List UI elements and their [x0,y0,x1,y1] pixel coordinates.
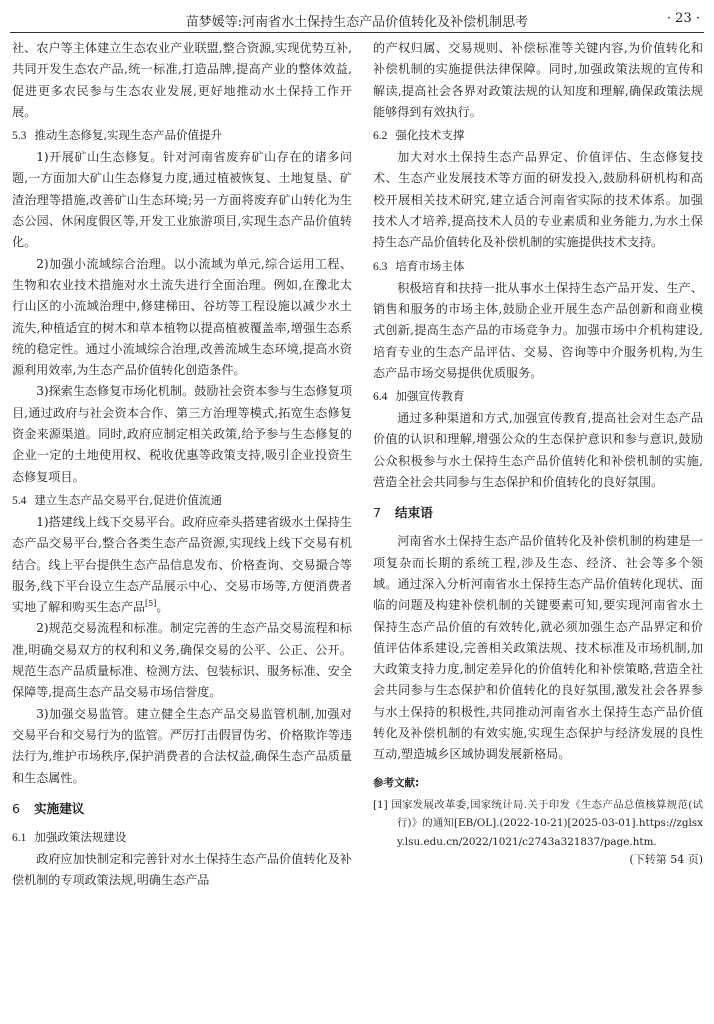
header-title: 苗梦媛等:河南省水土保持生态产品价值转化及补偿机制思考 [185,15,529,30]
section-number: 6.4 [373,391,388,404]
running-header [10,8,704,30]
citation-ref: [5] [145,599,157,609]
paragraph: 河南省水土保持生态产品价值转化及补偿机制的构建是一项复杂而长期的系统工程,涉及生态、经济、社会等多个领域。通过深入分析河南省水土保持生态产品价值转化现状、面临的问题及构建补偿机制的关键要素可知,要实现河南省水土保持生态产品价值的有效转化,就必须加强生态产品界定和价值评估体系建设,完善相关政策法规、技术标准及市场机制,加大政策支持力度,制定差异化的价值转化和补偿策略,营造全社会共同参与生态保护和价值转化的良好氛围,激发社会各界参与水土保持的积极性,共同推动河南省水土保持生态产品价值转化及补偿机制的有效实施,实现生态保护与经济发展的良性互动,塑造城乡区域协调发展新格局。 [373,534,703,762]
page-number: · 23 · [666,11,700,26]
section-title: 建立生态产品交易平台,促进价值流通 [34,492,223,507]
section-6-3-heading [373,256,703,277]
section-6-4-heading [373,386,703,407]
paragraph: 政府应加快制定和完善针对水土保持生态产品价值转化及补偿机制的专项政策法规,明确生态产品 [12,851,352,888]
section-5-4-heading [12,490,352,511]
section-title: 实施建议 [34,800,85,816]
section-number: 7 [373,505,382,521]
paragraph: 2)规范交易流程和标准。制定完善的生态产品交易流程和标准,明确交易双方的权利和义务,确保交易的公平、公正、公开。规范生态产品质量标准、检测方法、包装标识、服务标准、安全保障等,提高生态产品交易市场信誉度。 [12,621,352,700]
section-number: 5.3 [12,130,27,143]
section-title: 强化技术支撑 [395,128,465,143]
paragraph: 通过多种渠道和方式,加强宣传教育,提高社会对生态产品价值的认识和理解,增强公众的生态保护意识和参与意识,鼓励公众积极参与水土保持生态产品价值转化和补偿机制的实施,营造全社会共同参与生态保护和价值转化的良好氛围。 [373,411,703,490]
section-number: 6.2 [373,130,388,143]
section-number: 5.4 [12,494,27,507]
paragraph-continued: 的产权归属、交易规则、补偿标准等关键内容,为价值转化和补偿机制的实施提供法律保障。同时,加强政策法规的宣传和解读,提高社会各界对政策法规的认知度和理解,确保政策法规能够得到有效执行。 [373,41,703,119]
section-title: 推动生态修复,实现生态产品价值提升 [34,128,223,143]
intro-paragraph: 社、农户等主体建立生态农业产业联盟,整合资源,实现优势互补,共同开发生态农产品,统一标准,打造品牌,提高产业的整体效益,促进更多农民参与生态农业发展,更好地推动水土保持工作开展。 [12,41,352,119]
section-title: 加强政策法规建设 [34,829,127,844]
paragraph: 2)加强小流域综合治理。以小流域为单元,综合运用工程、生物和农业技术措施对水土流失进行全面治理。例如,在豫北太行山区的小流域治理中,修建梯田、谷坊等工程设施以减少水土流失,种植适宜的树木和草本植物以提高植被覆盖率,增强生态系统的稳定性。通过小流域综合治理,改善流域生态环境,提高水资源利用效率,为生态产品价值转化创造条件。 [12,256,352,378]
paragraph: 积极培育和扶持一批从事水土保持生态产品开发、生产、销售和服务的市场主体,鼓励企业开展生态产品创新和商业模式创新,提高生态产品的市场竞争力。加强市场中介机构建设,培育专业的生态产品评估、交易、咨询等中介服务机构,为生态产品市场交易提供优质服务。 [373,280,703,380]
section-7-heading [373,503,703,523]
section-5-3-heading [12,125,352,146]
continued-note: (下转第 54 页) [629,853,703,867]
reference-text: [1] 国家发展改革委,国家统计局.关于印发《生态产品总值核算规范(试行)》的通知[EB/OL].(2022-10-21)[2025-03-01].https://zglsxy.lsu.edu.cn/2022/1021/c2743a321837/page.htm. [373,798,703,848]
section-number: 6 [12,800,21,816]
paragraph-end: 。 [156,600,169,615]
section-title: 结束语 [395,505,433,521]
paragraph: 3)探索生态修复市场化机制。鼓励社会资本参与生态修复项目,通过政府与社会资本合作、第三方治理等模式,拓宽生态修复资金来源渠道。同时,政府应制定相关政策,给予参与生态修复的企业一定的土地使用权、税收优惠等政策支持,吸引企业投资生态修复项目。 [12,384,352,484]
section-title: 加强宣传教育 [395,389,465,404]
section-number: 6.1 [12,831,27,844]
paragraph [12,512,352,618]
left-column [12,38,352,891]
section-title: 培育市场主体 [395,258,465,273]
paragraph: 加大对水土保持生态产品界定、价值评估、生态修复技术、生态产业发展技术等方面的研发投入,鼓励科研机构和高校开展相关技术研究,建立适合河南省实际的技术体系。加强技术人才培养,提高技术人员的专业素质和业务能力,为水土保持生态产品价值转化及补偿机制的实施提供技术支持。 [373,150,703,250]
section-6-1-heading [12,827,352,848]
header-rule [10,32,704,33]
paragraph-text: 1)搭建线上线下交易平台。政府应牵头搭建省级水土保持生态产品交易平台,整合各类生态产品资源,实现线上线下交易有机结合。线上平台提供生态产品信息发布、价格查询、交易撮合等服务,线下平台设立生态产品展示中心、交易市场等,方便消费者实地了解和购买生态产品 [12,514,352,615]
reference-item [373,796,703,867]
references-heading: 参考文献: [373,776,420,789]
right-column [373,38,703,870]
section-number: 6.3 [373,260,388,273]
paragraph: 1)开展矿山生态修复。针对河南省废弃矿山存在的诸多问题,一方面加大矿山生态修复力度,通过植被恢复、土地复垦、矿渣治理等措施,改善矿山生态环境;另一方面将废弃矿山转化为生态公园、休闲度假区等,开发工业旅游项目,实现生态产品价值转化。 [12,150,352,250]
paragraph: 3)加强交易监管。建立健全生态产品交易监管机制,加强对交易平台和交易行为的监管。严厉打击假冒伪劣、价格欺诈等违法行为,维护市场秩序,保护消费者的合法权益,确保生态产品质量和生态属性。 [12,706,352,785]
section-6-heading [12,799,352,819]
section-6-2-heading [373,125,703,146]
